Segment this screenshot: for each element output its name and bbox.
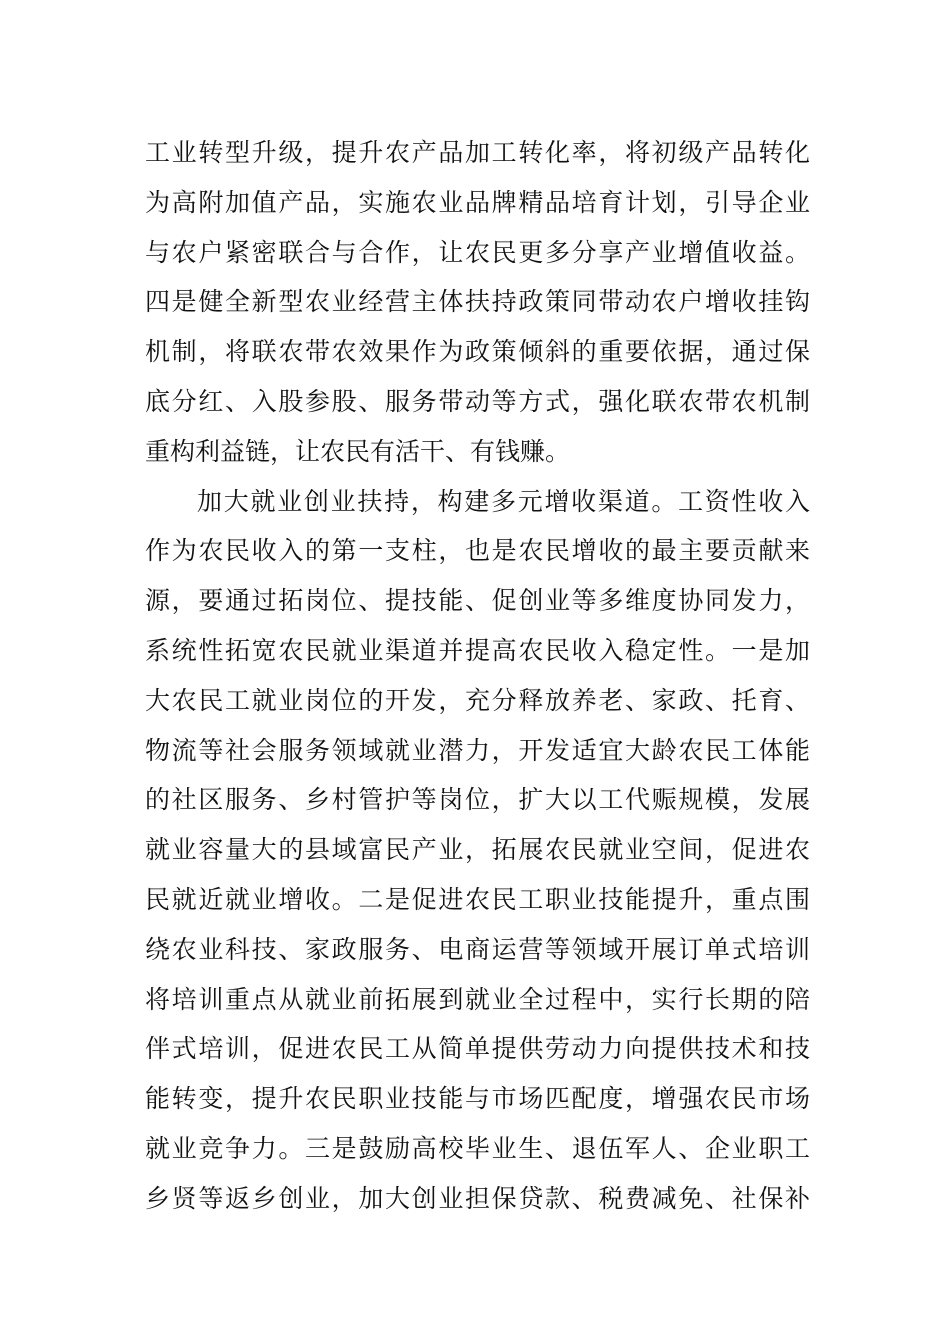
text-line: 大农民工就业岗位的开发，充分释放养老、家政、托育、 [145, 685, 810, 715]
text-line: 源，要通过拓岗位、提技能、促创业等多维度协同发力， [145, 586, 810, 616]
text-line: 作为农民收入的第一支柱，也是农民增收的最主要贡献来 [145, 536, 810, 566]
text-line: 机制，将联农带农效果作为政策倾斜的重要依据，通过保 [145, 337, 810, 367]
text-line: 能转变，提升农民职业技能与市场匹配度，增强农民市场 [145, 1084, 810, 1114]
text-line: 系统性拓宽农民就业渠道并提高农民收入稳定性。一是加 [145, 635, 810, 665]
text-line: 伴式培训，促进农民工从简单提供劳动力向提供技术和技 [145, 1034, 810, 1064]
text-line: 绕农业科技、家政服务、电商运营等领域开展订单式培训 [145, 934, 810, 964]
text-line: 底分红、入股参股、服务带动等方式，强化联农带农机制 [145, 386, 810, 416]
text-line: 就业容量大的县域富民产业，拓展农民就业空间，促进农 [145, 835, 810, 865]
text-line: 四是健全新型农业经营主体扶持政策同带动农户增收挂钩 [145, 287, 810, 317]
text-line: 将培训重点从就业前拓展到就业全过程中，实行长期的陪 [145, 984, 810, 1014]
text-line: 乡贤等返乡创业，加大创业担保贷款、税费减免、社保补 [145, 1183, 810, 1213]
body-text [145, 128, 810, 1224]
text-line: 就业竞争力。三是鼓励高校毕业生、退伍军人、企业职工 [145, 1133, 810, 1163]
text-line: 与农户紧密联合与合作，让农民更多分享产业增值收益。 [145, 237, 810, 267]
paragraph-heading-line: 加大就业创业扶持，构建多元增收渠道。工资性收入 [197, 486, 810, 516]
text-line: 为高附加值产品，实施农业品牌精品培育计划，引导企业 [145, 187, 810, 217]
text-line: 的社区服务、乡村管护等岗位，扩大以工代赈规模，发展 [145, 785, 810, 815]
text-line: 工业转型升级，提升农产品加工转化率，将初级产品转化 [145, 138, 810, 167]
paragraph-end-line: 重构利益链，让农民有活干、有钱赚。 [145, 436, 571, 466]
text-line: 物流等社会服务领域就业潜力，开发适宜大龄农民工体能 [145, 735, 810, 765]
text-line: 民就近就业增收。二是促进农民工职业技能提升，重点围 [145, 884, 810, 914]
